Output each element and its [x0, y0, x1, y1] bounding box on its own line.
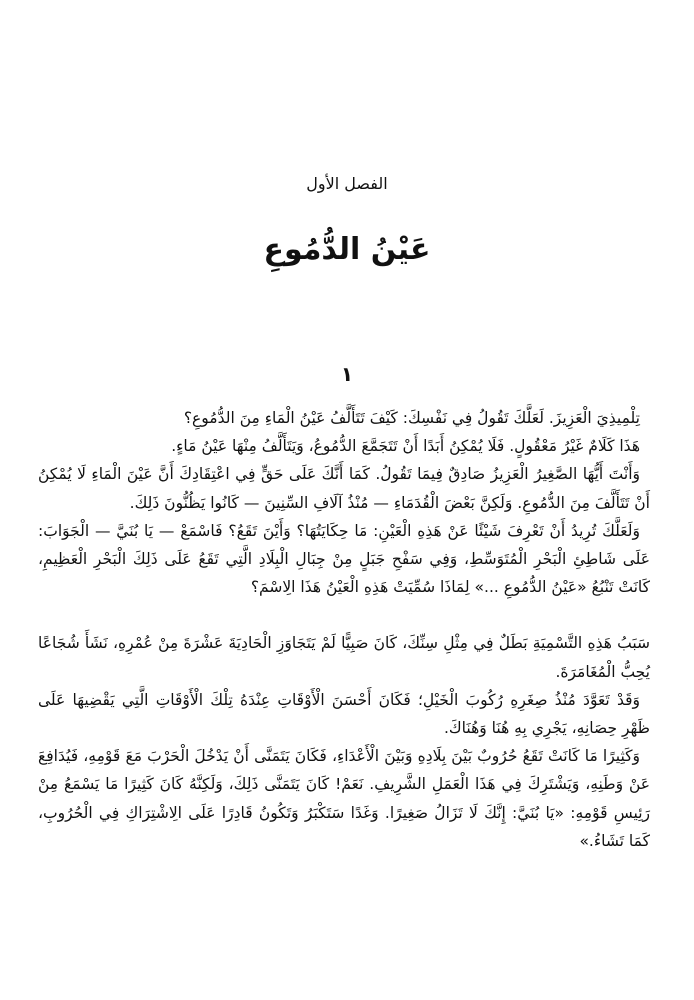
section-number: ١ — [340, 362, 354, 386]
paragraph: وَأَنْتَ أَيُّهَا الصَّغِيرُ الْعَزِيزُ صَادِقٌ فِيمَا تَقُولُ. كَمَا أَنَّكَ عَلَى حَقٍّ فِي اعْتِقَادِكَ أَنَّ عَيْنَ الْمَاءِ لَا يُمْكِنُ أَنْ تَتَأَلَّفَ مِنَ الدُّمُوعِ. وَلَكِنَّ بَعْضَ الْقُدَمَاءِ — مُنْذُ آلَافِ السِّنِينَ — كَانُوا يَظُنُّونَ ذَلِكَ. — [38, 465, 650, 512]
paragraph: وَلَعَلَّكَ تُرِيدُ أَنْ تَعْرِفَ شَيْئًا عَنْ هَذِهِ الْعَيْنِ: مَا حِكَايَتُهَا؟ وَأَيْنَ تَقَعُ؟ فَاسْمَعْ — يَا بُنَيَّ — الْجَوَابَ: عَلَى شَاطِئِ الْبَحْرِ الْمُتَوَسِّطِ، وَفِي سَفْحِ جَبَلٍ مِنْ جِبَالِ الْبِلَادِ الَّتِي تَقَعُ عَلَى ذَلِكَ الْبَحْرِ الْعَظِيمِ، كَانَتْ تَنْبُعُ «عَيْنُ الدُّمُوعِ ...» لِمَاذَا سُمِّيَتْ هَذِهِ الْعَيْنُ هَذَا الِاسْمَ؟ — [38, 521, 650, 597]
chapter-body — [38, 404, 650, 855]
paragraph: وَكَثِيرًا مَا كَانَتْ تَقَعُ حُرُوبٌ بَيْنَ بِلَادِهِ وَبَيْنَ الْأَعْدَاءِ، فَكَانَ يَتَمَنَّى أَنْ يَدْخُلَ الْحَرْبَ مَعَ قَوْمِهِ، فَيُدَافِعَ عَنْ وَطَنِهِ، وَيَشْتَرِكَ فِي هَذَا الْعَمَلِ الشَّرِيفِ. نَعَمْ! كَانَ يَتَمَنَّى ذَلِكَ، وَلَكِنَّهُ كَانَ كَثِيرًا مَا يَسْمَعُ مِنْ رَئِيسِ قَوْمِهِ: «يَا بُنَيَّ: إِنَّكَ لَا تَزَالُ صَغِيرًا. وَغَدًا سَتَكْبَرُ وَتَكُونُ قَادِرًا عَلَى الِاشْتِرَاكِ فِي الْحُرُوبِ، كَمَا تَشَاءُ.» — [38, 747, 650, 850]
paragraph: هَذَا كَلَامٌ غَيْرُ مَعْقُولٍ. فَلَا يُمْكِنُ أَبَدًا أَنْ تَتَجَمَّعَ الدُّمُوعُ، وَيَتَأَلَّفُ مِنْهَا عَيْنُ مَاءٍ. — [171, 437, 640, 456]
chapter-label: الفصل الأول — [306, 174, 388, 193]
chapter-title: عَيْنُ الدُّمُوعِ — [263, 232, 431, 267]
paragraph: تِلْمِيذِيَ الْعَزِيزَ. لَعَلَّكَ تَقُولُ فِي نَفْسِكَ: كَيْفَ تَتَأَلَّفُ عَيْنُ الْمَاءِ مِنَ الدُّمُوعِ؟ — [183, 409, 640, 427]
paragraph: وَقَدْ تَعَوَّدَ مُنْذُ صِغَرِهِ رُكُوبَ الْخَيْلِ؛ فَكَانَ أَحْسَنَ الْأَوْقَاتِ عِنْدَهُ تِلْكَ الْأَوْقَاتِ الَّتِي يَقْضِيهَا عَلَى ظَهْرِ حِصَانِهِ، يَجْرِي بِهِ هُنَا وَهُنَاكَ. — [38, 690, 650, 738]
paragraph: سَبَبُ هَذِهِ التَّسْمِيَةِ بَطَلٌ فِي مِثْلِ سِنِّكَ، كَانَ صَبِيًّا لَمْ يَتَجَاوَزِ الْحَادِيَةَ عَشْرَةَ مِنْ عُمْرِهِ، نَشَأَ شُجَاعًا يُحِبُّ الْمُغَامَرَةَ. — [38, 634, 650, 681]
